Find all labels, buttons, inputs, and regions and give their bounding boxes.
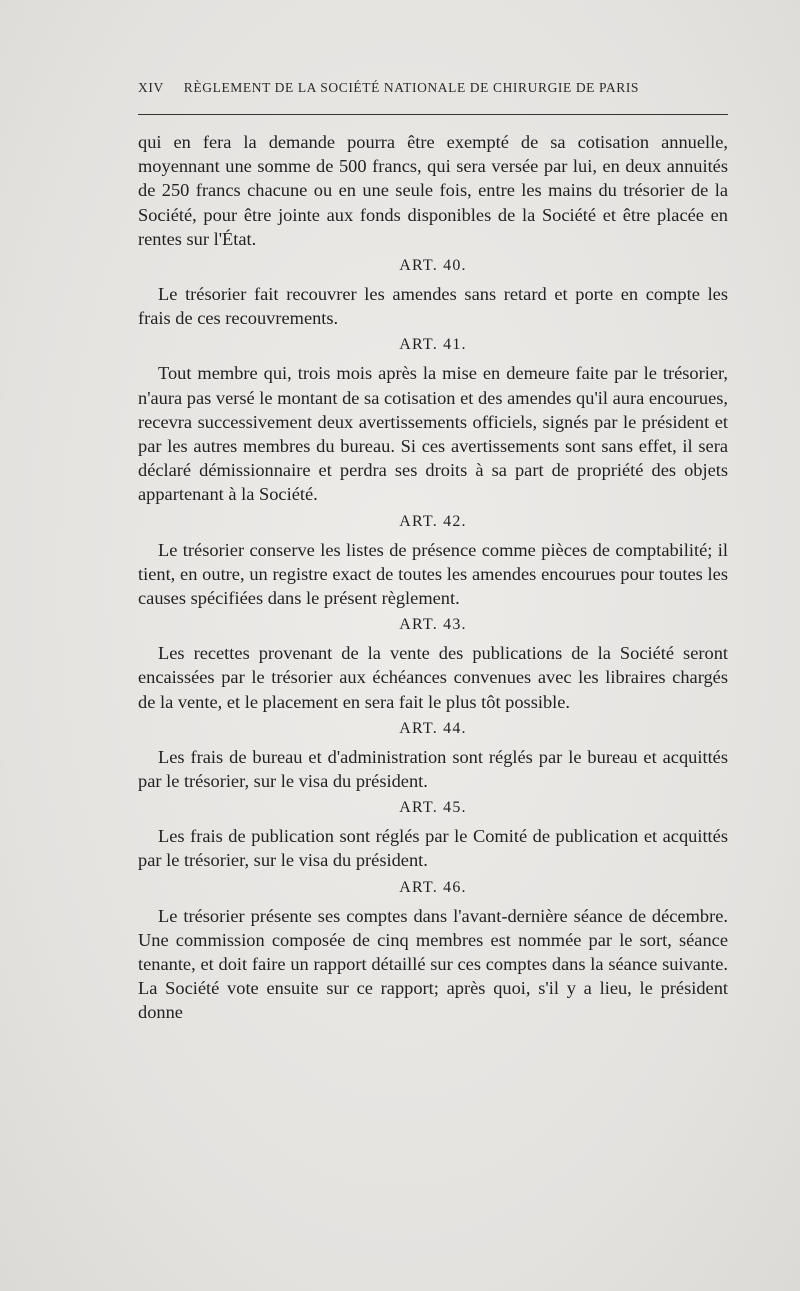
paragraph-continued: qui en fera la demande pourra être exempté de sa cotisation annuelle, moyennant une somme de 500 francs, qui sera versée par lui, en deux annuités de 250 francs chacune ou en une seule fois, entre les mains du trésorier de la Société, pour être jointe aux fonds disponibles de la Société et être placée en rentes sur l'État.: [138, 132, 728, 249]
page-number: XIV: [138, 80, 164, 95]
article-heading-46: ART. 46.: [399, 878, 467, 896]
paragraph-art-42: Le trésorier conserve les listes de présence comme pièces de comptabilité; il tient, en outre, un registre exact de toutes les amendes encourues pour toutes les causes spécifiées dans le présent règlement.: [138, 539, 728, 609]
article-heading-41: ART. 41.: [399, 336, 467, 354]
page-body: [138, 130, 728, 1025]
paragraph-art-45: Les frais de publication sont réglés par le Comité de publication et acquittés par le trésorier, sur le visa du président.: [138, 826, 728, 871]
running-title: RÈGLEMENT DE LA SOCIÉTÉ NATIONALE DE CHIRURGIE DE PARIS: [183, 80, 640, 95]
article-heading-43: ART. 43.: [399, 616, 467, 634]
paragraph-art-40: Le trésorier fait recouvrer les amendes sans retard et porte en compte les frais de ces recouvrements.: [138, 284, 728, 329]
paragraph-art-41: Tout membre qui, trois mois après la mise en demeure faite par le trésorier, n'aura pas versé le montant de sa cotisation et des amendes qu'il aura encourues, recevra successivement deux avertissements officiels, signés par le président et par les autres membres du bureau. Si ces avertissements sont sans effet, il sera déclaré démissionnaire et perdra ses droits à sa part de propriété des objets appartenant à la Société.: [138, 363, 728, 505]
article-heading-45: ART. 45.: [399, 799, 467, 817]
article-heading-40: ART. 40.: [399, 257, 467, 275]
paragraph-art-46: Le trésorier présente ses comptes dans l'avant-dernière séance de décembre. Une commission composée de cinq membres est nommée par le sort, séance tenante, et doit faire un rapport détaillé sur ces comptes dans la séance suivante. La Société vote ensuite sur ce rapport; après quoi, s'il y a lieu, le président donne: [138, 905, 728, 1023]
paragraph-art-44: Les frais de bureau et d'administration sont réglés par le bureau et acquittés par le trésorier, sur le visa du président.: [138, 746, 728, 792]
running-header: [138, 80, 728, 96]
header-rule: [138, 114, 728, 115]
article-heading-42: ART. 42.: [399, 512, 467, 530]
paragraph-art-43: Les recettes provenant de la vente des publications de la Société seront encaissées par le trésorier aux échéances convenues avec les libraires chargés de la vente, et le placement en sera fait le plus tôt possible.: [138, 643, 728, 712]
article-heading-44: ART. 44.: [399, 719, 467, 737]
